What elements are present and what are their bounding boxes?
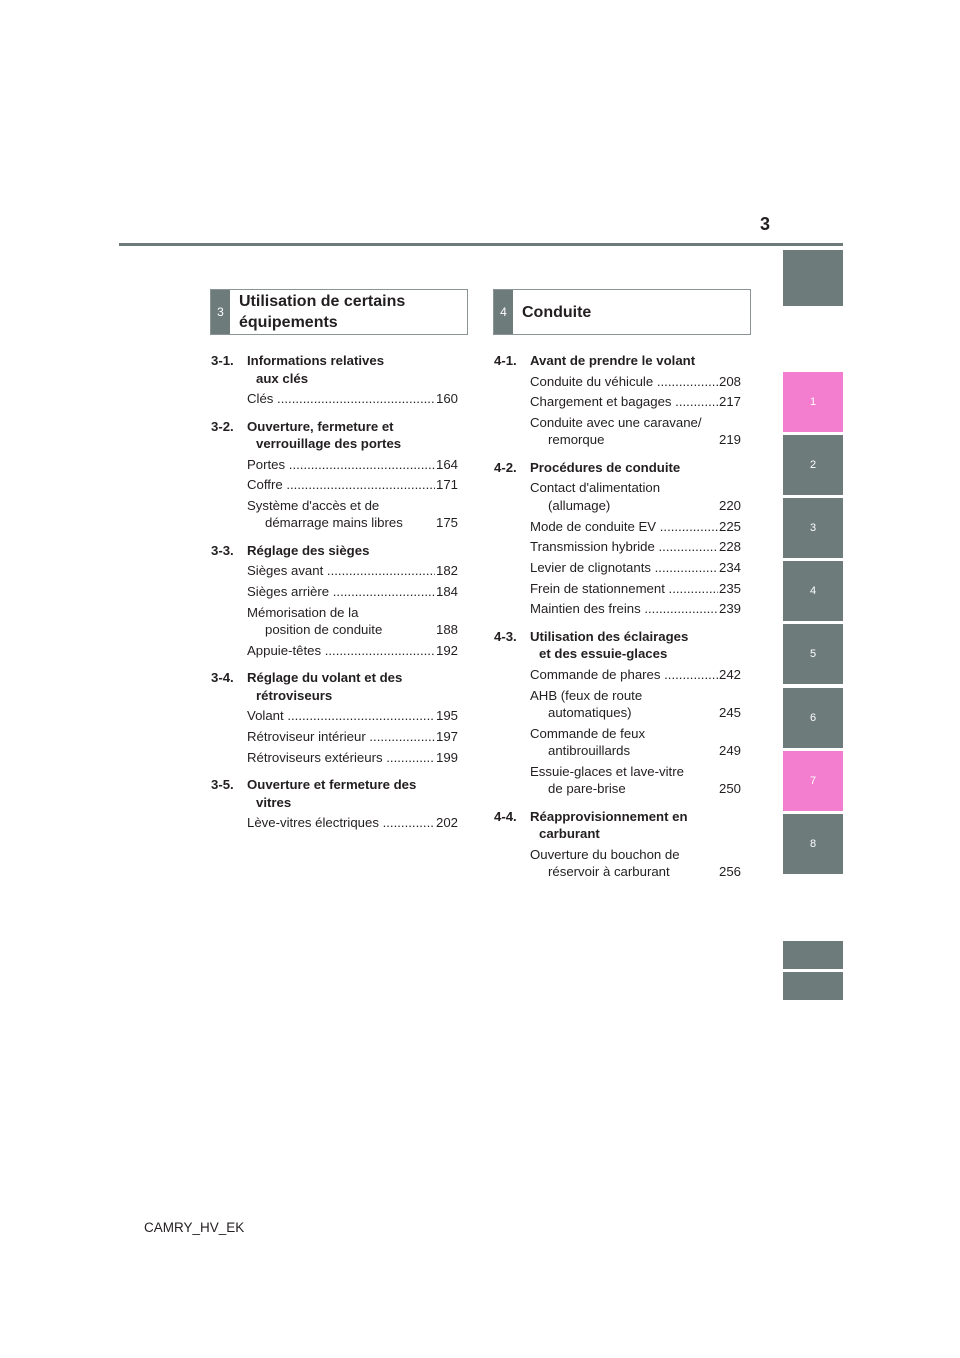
toc-entry[interactable] xyxy=(211,562,458,580)
toc-group-title[interactable] xyxy=(211,669,458,704)
toc-entry-label: Conduite avec une caravane/ remorque ..... xyxy=(530,414,718,449)
toc-page-number: 217 xyxy=(718,394,741,410)
chapter-tab-4[interactable]: 4 xyxy=(783,561,843,621)
toc-entry-label: Rétroviseur intérieur ..... xyxy=(247,728,435,746)
toc-group xyxy=(211,776,458,832)
section-header-4 xyxy=(493,289,751,335)
chapter-tab[interactable] xyxy=(783,972,843,1000)
toc-entry[interactable] xyxy=(494,725,741,760)
section-title: Conduite xyxy=(522,303,592,321)
toc-entry[interactable] xyxy=(494,373,741,391)
toc-page-number: 164 xyxy=(435,456,458,472)
toc-entry-label: Sièges arrière ..... xyxy=(247,583,435,601)
toc-page-number: 192 xyxy=(435,642,458,658)
toc-entry[interactable] xyxy=(494,763,741,798)
toc-group-title[interactable] xyxy=(494,808,741,843)
toc-page-number: 188 xyxy=(435,622,458,638)
chapter-tab[interactable] xyxy=(783,250,843,306)
toc-entry-label: Lève-vitres électriques ..... xyxy=(247,814,435,832)
toc-group xyxy=(211,542,458,660)
toc-group xyxy=(211,418,458,532)
toc-group-title[interactable] xyxy=(211,418,458,453)
toc-page-number: 208 xyxy=(718,373,741,389)
chapter-tab-8[interactable]: 8 xyxy=(783,814,843,874)
toc-entry-label: Clés ..... xyxy=(247,390,435,408)
toc-page-number: 239 xyxy=(718,601,741,617)
toc-entry-label: Ouverture du bouchon de réservoir à carburant ..... xyxy=(530,846,718,881)
chapter-tab-3[interactable]: 3 xyxy=(783,498,843,558)
toc-entry[interactable] xyxy=(211,814,458,832)
toc-entry[interactable] xyxy=(494,479,741,514)
toc-entry-label: AHB (feux de route automatiques) ..... xyxy=(530,687,718,722)
toc-group-title[interactable] xyxy=(494,628,741,663)
toc-group-label: Réapprovisionnement en carburant xyxy=(530,808,688,842)
section-number: 4 xyxy=(494,290,513,334)
toc-page-number: 160 xyxy=(435,391,458,406)
toc-column-right xyxy=(494,352,741,891)
toc-entry[interactable] xyxy=(211,476,458,494)
toc-group-label: Ouverture, fermeture et verrouillage des portes xyxy=(247,418,402,451)
toc-group-number: 4-2. xyxy=(494,459,517,475)
toc-entry[interactable] xyxy=(211,728,458,746)
toc-group-label: Réglage des sièges xyxy=(247,542,370,558)
toc-page-number: 171 xyxy=(435,477,458,493)
toc-page-number: 256 xyxy=(718,864,741,880)
toc-entry[interactable] xyxy=(494,538,741,556)
toc-page-number: 195 xyxy=(435,708,458,724)
section-header-3 xyxy=(210,289,468,335)
toc-group-label: Procédures de conduite xyxy=(530,459,681,475)
chapter-tab-6[interactable]: 6 xyxy=(783,688,843,748)
section-title: Utilisation de certains équipements xyxy=(239,293,406,331)
toc-entry-label: Levier de clignotants ..... xyxy=(530,559,718,577)
document-code: CAMRY_HV_EK xyxy=(144,1220,245,1235)
toc-entry[interactable] xyxy=(211,642,458,660)
toc-group xyxy=(494,459,741,618)
toc-entry[interactable] xyxy=(211,456,458,474)
chapter-tab-2[interactable]: 2 xyxy=(783,435,843,495)
toc-group-number: 3-2. xyxy=(211,418,234,434)
toc-entry-label: Frein de stationnement ..... xyxy=(530,580,718,598)
toc-group-label: Réglage du volant et des rétroviseurs xyxy=(247,670,403,703)
toc-group xyxy=(494,352,741,449)
toc-entry[interactable] xyxy=(494,414,741,449)
toc-entry[interactable] xyxy=(211,749,458,767)
toc-entry[interactable] xyxy=(494,846,741,881)
toc-group-title[interactable] xyxy=(211,352,458,387)
section-number: 3 xyxy=(211,290,230,334)
toc-group-number: 4-1. xyxy=(494,353,517,368)
toc-entry-label: Volant ..... xyxy=(247,707,435,725)
toc-group-number: 3-4. xyxy=(211,670,234,686)
toc-entry[interactable] xyxy=(494,580,741,598)
toc-entry[interactable] xyxy=(211,707,458,725)
toc-entry[interactable] xyxy=(494,666,741,684)
toc-page-number: 220 xyxy=(718,497,741,513)
toc-page-number: 235 xyxy=(718,580,741,596)
toc-group-label: Avant de prendre le volant xyxy=(530,353,696,368)
toc-group xyxy=(494,808,741,881)
toc-group xyxy=(211,352,458,408)
toc-page-number: 225 xyxy=(718,518,741,534)
toc-entry-label: Système d'accès et de démarrage mains libres ..... xyxy=(247,497,435,532)
toc-entry-label: Portes ..... xyxy=(247,456,435,474)
toc-group-number: 3-5. xyxy=(211,777,234,793)
toc-page-number: 228 xyxy=(718,539,741,555)
toc-group-title[interactable] xyxy=(494,459,741,477)
toc-page-number: 219 xyxy=(718,432,741,448)
header-rule xyxy=(119,243,843,246)
toc-page-number: 202 xyxy=(435,815,458,831)
toc-group-number: 3-1. xyxy=(211,353,234,368)
toc-entry-label: Rétroviseurs extérieurs ..... xyxy=(247,749,435,767)
toc-entry-label: Essuie-glaces et lave-vitre de pare-brise ..... xyxy=(530,763,718,798)
toc-page-number: 249 xyxy=(718,743,741,759)
toc-entry-label: Conduite du véhicule ..... xyxy=(530,373,718,391)
toc-page-number: 175 xyxy=(435,515,458,531)
toc-group-label: Utilisation des éclairages et des essuie-glaces xyxy=(530,628,689,662)
chapter-tab-7[interactable]: 7 xyxy=(783,751,843,811)
toc-page-number: 197 xyxy=(435,729,458,745)
toc-page-number: 242 xyxy=(718,666,741,682)
toc-entry-label: Mode de conduite EV ..... xyxy=(530,518,718,536)
toc-page-number: 234 xyxy=(718,559,741,575)
toc-group-label: Informations relatives aux clés xyxy=(247,353,385,386)
toc-entry-label: Mémorisation de la position de conduite ..... xyxy=(247,604,435,639)
toc-entry[interactable] xyxy=(494,600,741,618)
toc-entry-label: Sièges avant ..... xyxy=(247,562,435,580)
page-number: 3 xyxy=(760,214,771,234)
toc-entry-label: Contact d'alimentation (allumage) ..... xyxy=(530,479,718,514)
chapter-tab-5[interactable]: 5 xyxy=(783,624,843,684)
toc-page-number: 245 xyxy=(718,705,741,720)
toc-entry-label: Transmission hybride ..... xyxy=(530,538,718,556)
toc-entry[interactable] xyxy=(494,559,741,577)
toc-entry[interactable] xyxy=(211,583,458,601)
toc-entry-label: Coffre ..... xyxy=(247,476,435,494)
toc-entry-label: Commande de feux antibrouillards ..... xyxy=(530,725,718,760)
toc-entry[interactable] xyxy=(211,497,458,532)
toc-group-title[interactable] xyxy=(211,776,458,811)
toc-page-number: 184 xyxy=(435,584,458,600)
toc-group-title[interactable] xyxy=(211,542,458,560)
toc-group-number: 4-3. xyxy=(494,628,517,644)
toc-group-title[interactable] xyxy=(494,352,741,370)
toc-entry-label: Maintien des freins ..... xyxy=(530,600,718,618)
toc-group xyxy=(211,669,458,766)
toc-entry[interactable] xyxy=(211,604,458,639)
toc-group-number: 3-3. xyxy=(211,542,234,558)
toc-page-number: 250 xyxy=(718,781,741,797)
chapter-tab[interactable] xyxy=(783,941,843,969)
toc-entry[interactable] xyxy=(211,390,458,408)
toc-entry[interactable] xyxy=(494,518,741,536)
toc-entry[interactable] xyxy=(494,687,741,722)
toc-page-number: 199 xyxy=(435,749,458,765)
toc-group-number: 4-4. xyxy=(494,808,517,824)
toc-entry-label: Commande de phares ..... xyxy=(530,666,718,684)
toc-column-left xyxy=(211,352,458,842)
toc-page-number: 182 xyxy=(435,563,458,579)
toc-group xyxy=(494,628,741,798)
toc-group-label: Ouverture et fermeture des vitres xyxy=(247,777,417,810)
toc-entry[interactable] xyxy=(494,393,741,411)
toc-entry-label: Appuie-têtes ..... xyxy=(247,642,435,660)
chapter-tab-1[interactable]: 1 xyxy=(783,372,843,432)
toc-entry-label: Chargement et bagages ..... xyxy=(530,393,718,411)
